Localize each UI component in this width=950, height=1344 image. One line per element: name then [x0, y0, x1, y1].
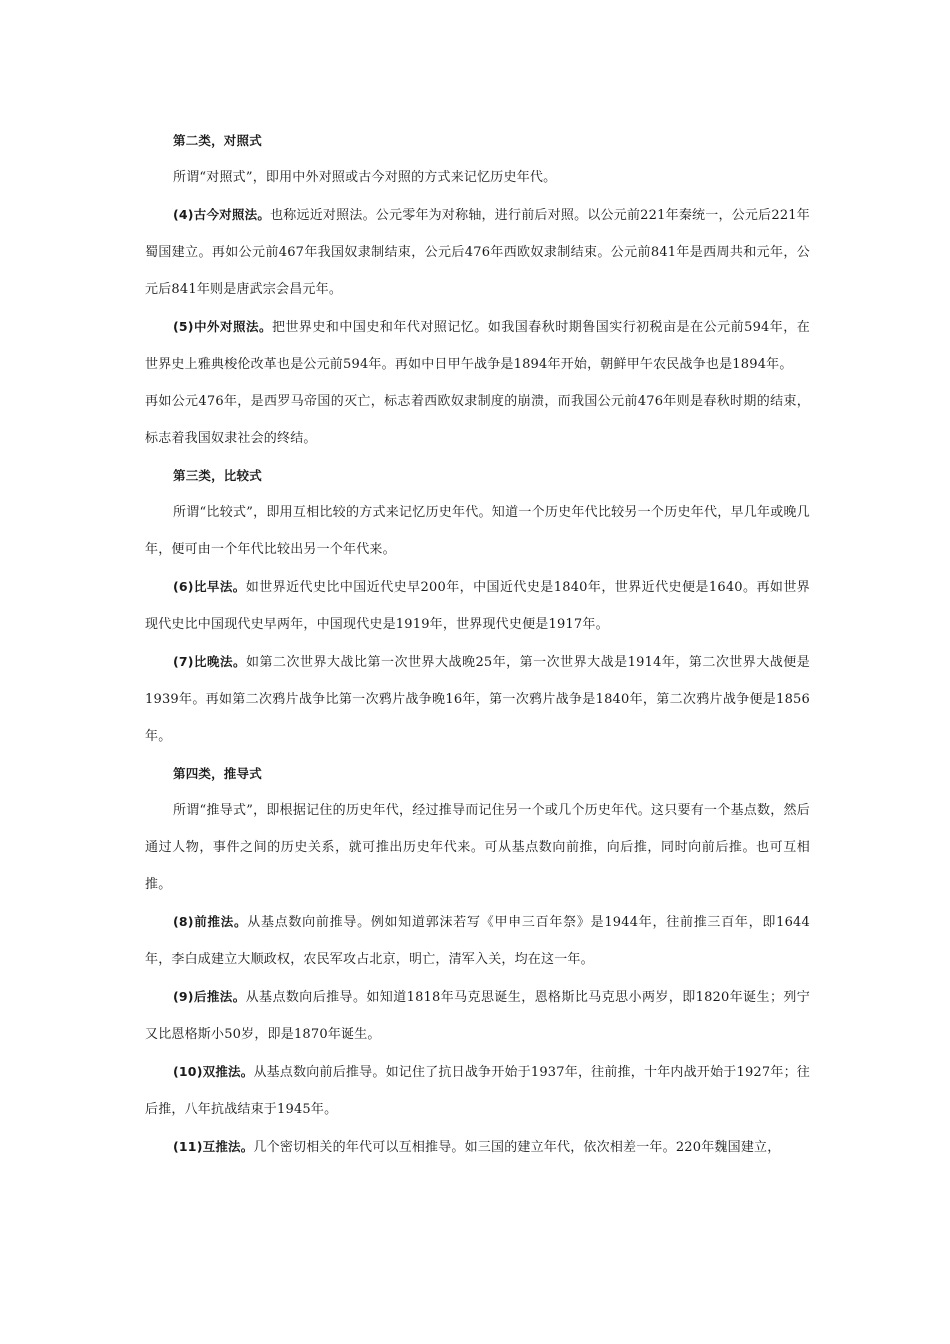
- section-intro: 所谓“推导式”，即根据记住的历史年代，经过推导而记住另一个或几个历史年代。这只要有一个基点数，然后通过人物，事件之间的历史关系，就可推出历史年代来。可从基点数向前推，向后推，同时向前后推。也可互相推。: [145, 803, 810, 892]
- extra-paragraph: 再如公元476年，是西罗马帝国的灭亡，标志着西欧奴隶制度的崩溃，而我国公元前476年则是春秋时期的结束，标志着我国奴隶社会的终结。: [145, 394, 810, 446]
- section-heading-comparison: 第二类，对照式: [173, 133, 262, 148]
- document-body: [145, 122, 810, 1166]
- method-text: 如世界近代史比中国近代史早200年，中国近代史是1840年，世界近代史便是1640。再如世界现代史比中国现代史早两年，中国现代史是1919年，世界现代史便是1917年。: [145, 580, 810, 632]
- method-paragraph: [145, 978, 810, 1053]
- method-term: (6)比早法。: [173, 579, 246, 594]
- method-term: (8)前推法。: [173, 914, 248, 929]
- method-paragraph: [145, 903, 810, 978]
- section-intro: 所谓“比较式”，即用互相比较的方式来记忆历史年代。知道一个历史年代比较另一个历史年代，早几年或晚几年，便可由一个年代比较出另一个年代来。: [145, 505, 810, 557]
- method-text: 几个密切相关的年代可以互相推导。如三国的建立年代，依次相差一年。220年魏国建立，: [253, 1140, 781, 1155]
- method-text: 也称远近对照法。公元零年为对称轴，进行前后对照。以公元前221年秦统一，公元后221年蜀国建立。再如公元前467年我国奴隶制结束，公元后476年西欧奴隶制结束。公元前841年是西周共和元年，公元后841年则是唐武宗会昌元年。: [145, 208, 810, 297]
- method-text: 从基点数向前后推导。如记住了抗日战争开始于1937年，往前推，十年内战开始于1927年；往后推，八年抗战结束于1945年。: [145, 1065, 810, 1117]
- method-term: (9)后推法。: [173, 989, 246, 1004]
- method-text: 从基点数向前推导。例如知道郭沫若写《甲申三百年祭》是1944年，往前推三百年，即1644年，李白成建立大顺政权，农民军攻占北京，明亡，清军入关，均在这一年。: [145, 915, 810, 967]
- method-paragraph: [145, 643, 810, 755]
- section-heading-compare: 第三类，比较式: [173, 468, 262, 483]
- method-term: (4)古今对照法。: [173, 207, 271, 222]
- method-term: (10)双推法。: [173, 1064, 254, 1079]
- method-text: 把世界史和中国史和年代对照记忆。如我国春秋时期鲁国实行初税亩是在公元前594年，在世界史上雅典梭伦改革也是公元前594年。再如中日甲午战争是1894年开始，朝鲜甲午农民战争也是1894年。: [145, 320, 810, 372]
- method-term: (7)比晚法。: [173, 654, 247, 669]
- method-paragraph: [145, 196, 810, 308]
- section-heading-deduction: 第四类，推导式: [173, 766, 262, 781]
- method-term: (11)互推法。: [173, 1139, 254, 1154]
- method-paragraph: [145, 1053, 810, 1128]
- method-term: (5)中外对照法。: [173, 319, 272, 334]
- method-paragraph: [145, 568, 810, 643]
- section-intro: 所谓“对照式”，即用中外对照或古今对照的方式来记忆历史年代。: [173, 170, 557, 185]
- method-text: 如第二次世界大战比第一次世界大战晚25年，第一次世界大战是1914年，第二次世界大战便是1939年。再如第二次鸦片战争比第一次鸦片战争晚16年，第一次鸦片战争是1840年，第二次鸦片战争便是1856年。: [145, 655, 810, 744]
- method-text: 从基点数向后推导。如知道1818年马克思诞生，恩格斯比马克思小两岁，即1820年诞生；列宁又比恩格斯小50岁，即是1870年诞生。: [145, 990, 810, 1042]
- method-paragraph: [145, 1128, 810, 1166]
- method-paragraph: [145, 308, 810, 383]
